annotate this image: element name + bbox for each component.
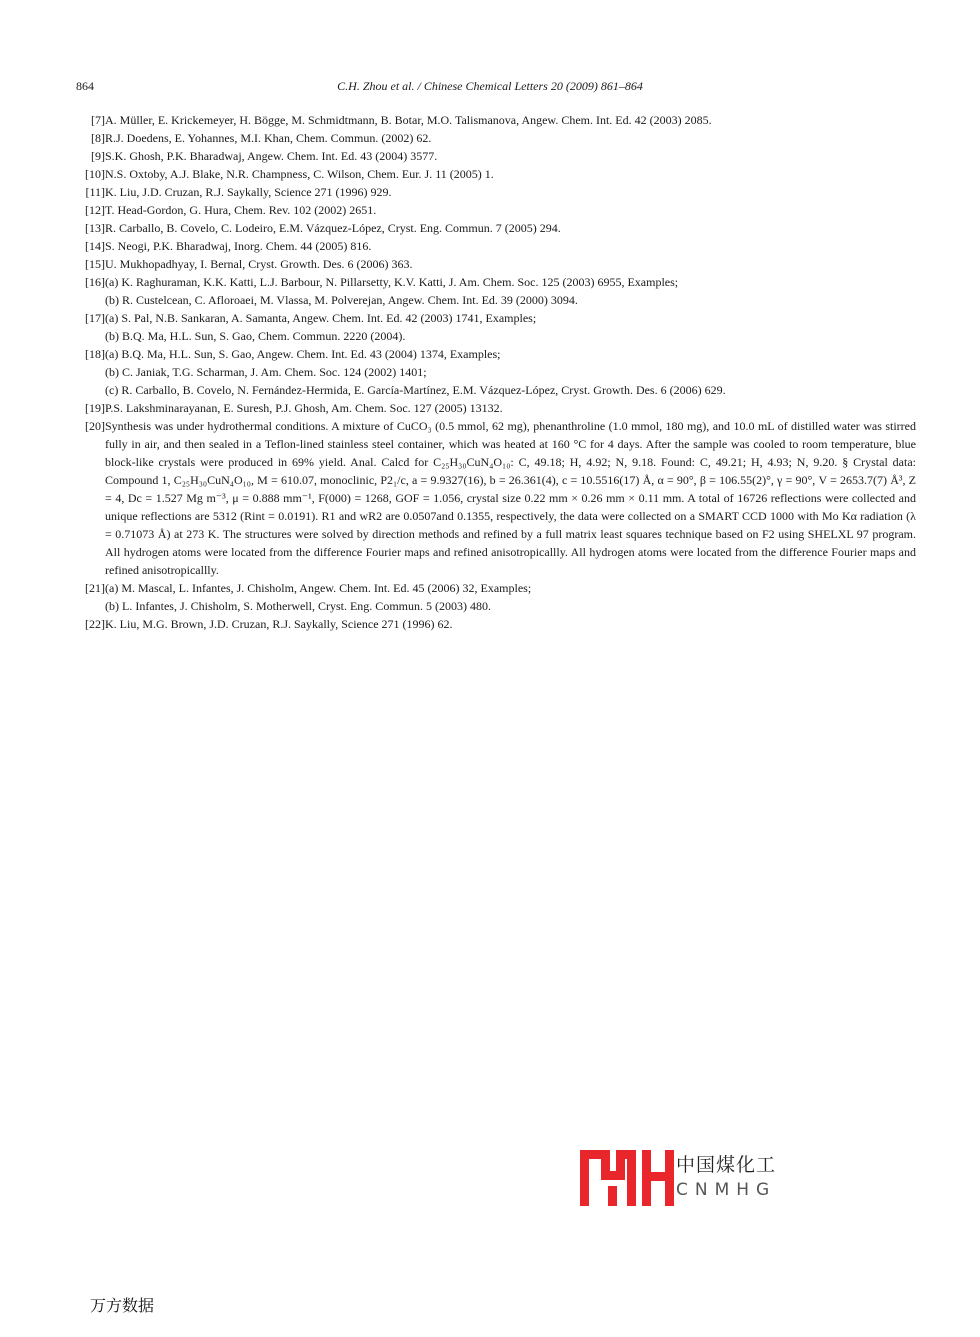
reference-subitem: (a) M. Mascal, L. Infantes, J. Chisholm, Angew. Chem. Int. Ed. 45 (2006) 32, Examples;	[105, 581, 532, 595]
reference-number: [13]	[85, 221, 105, 235]
reference-item	[74, 183, 916, 201]
running-title: C.H. Zhou et al. / Chinese Chemical Letters 20 (2009) 861–864	[337, 79, 643, 93]
reference-text	[105, 579, 916, 615]
reference-item	[74, 129, 916, 147]
reference-number: [17]	[85, 311, 105, 325]
reference-item	[74, 417, 916, 579]
reference-text	[105, 309, 916, 345]
reference-item	[74, 255, 916, 273]
reference-item	[74, 201, 916, 219]
reference-text: R. Carballo, B. Covelo, C. Lodeiro, E.M. Vázquez-López, Cryst. Eng. Commun. 7 (2005) 294.	[105, 221, 561, 235]
reference-subitem: (b) C. Janiak, T.G. Scharman, J. Am. Chem. Soc. 124 (2002) 1401;	[105, 365, 427, 379]
reference-text: A. Müller, E. Krickemeyer, H. Bögge, M. Schmidtmann, B. Botar, M.O. Talismanova, Angew. Chem. Int. Ed. 42 (2003) 2085.	[105, 113, 712, 127]
reference-subitem: (a) B.Q. Ma, H.L. Sun, S. Gao, Angew. Chem. Int. Ed. 43 (2004) 1374, Examples;	[105, 347, 501, 361]
reference-text: K. Liu, J.D. Cruzan, R.J. Saykally, Science 271 (1996) 929.	[105, 185, 392, 199]
reference-item	[74, 165, 916, 183]
watermark-text: 万方数据	[90, 1296, 155, 1315]
reference-item	[74, 237, 916, 255]
reference-number: [12]	[85, 203, 105, 217]
reference-subitem: (a) S. Pal, N.B. Sankaran, A. Samanta, Angew. Chem. Int. Ed. 42 (2003) 1741, Examples;	[105, 311, 537, 325]
reference-number: [10]	[85, 167, 105, 181]
reference-number: [22]	[85, 617, 105, 631]
reference-subitem: (b) B.Q. Ma, H.L. Sun, S. Gao, Chem. Commun. 2220 (2004).	[105, 329, 406, 343]
reference-item	[74, 399, 916, 417]
reference-number: [15]	[85, 257, 105, 271]
reference-subitem: (b) L. Infantes, J. Chisholm, S. Motherwell, Cryst. Eng. Commun. 5 (2003) 480.	[105, 599, 491, 613]
reference-text: R.J. Doedens, E. Yohannes, M.I. Khan, Chem. Commun. (2002) 62.	[105, 131, 432, 145]
reference-number: [18]	[85, 347, 105, 361]
reference-subitem: (c) R. Carballo, B. Covelo, N. Fernández-Hermida, E. García-Martínez, E.M. Vázquez-López, Cryst. Growth. Des. 6 (2006) 629.	[105, 383, 726, 397]
reference-subitem: (a) K. Raghuraman, K.K. Katti, L.J. Barbour, N. Pillarsetty, K.V. Katti, J. Am. Chem. Soc. 125 (2003) 6955, Examples;	[105, 275, 679, 289]
reference-text: P.S. Lakshminarayanan, E. Suresh, P.J. Ghosh, Am. Chem. Soc. 127 (2005) 13132.	[105, 401, 503, 415]
reference-text: U. Mukhopadhyay, I. Bernal, Cryst. Growth. Des. 6 (2006) 363.	[105, 257, 413, 271]
reference-text: K. Liu, M.G. Brown, J.D. Cruzan, R.J. Saykally, Science 271 (1996) 62.	[105, 617, 453, 631]
reference-number: [7]	[91, 113, 105, 127]
reference-number: [16]	[85, 275, 105, 289]
reference-item	[74, 219, 916, 237]
reference-number: [19]	[85, 401, 105, 415]
reference-item	[74, 615, 916, 633]
reference-subitem: (b) R. Custelcean, C. Afloroaei, M. Vlassa, M. Polverejan, Angew. Chem. Int. Ed. 39 (2000) 3094.	[105, 293, 578, 307]
reference-number: [21]	[85, 581, 105, 595]
reference-item	[74, 147, 916, 165]
reference-item	[74, 345, 916, 399]
reference-item	[74, 309, 916, 345]
reference-item	[74, 111, 916, 129]
reference-text	[105, 345, 916, 399]
reference-text: T. Head-Gordon, G. Hura, Chem. Rev. 102 (2002) 2651.	[105, 203, 377, 217]
reference-item	[74, 273, 916, 309]
reference-text	[105, 273, 916, 309]
reference-item	[74, 579, 916, 615]
reference-list	[74, 111, 916, 633]
reference-text: N.S. Oxtoby, A.J. Blake, N.R. Champness, C. Wilson, Chem. Eur. J. 11 (2005) 1.	[105, 167, 494, 181]
reference-number: [14]	[85, 239, 105, 253]
page-number: 864	[76, 79, 94, 93]
reference-number: [11]	[85, 185, 105, 199]
reference-number: [8]	[91, 131, 105, 145]
reference-text: Synthesis was under hydrothermal conditions. A mixture of CuCO₃ (0.5 mmol, 62 mg), phenanthroline (1.0 mmol, 180 mg), and 10.0 mL of distilled water was stirred fully in air, and then sealed in a Teflon-lined stainless steel container, which was heated at 160 °C for 4 days. After the sample was cooled to room temperature, blue block-like crystals were produced in 69% yield. Anal. Calcd for C₂₅H₃₀CuN₄O₁₀: C, 49.18; H, 4.92; N, 9.18. Found: C, 49.21; H, 4.93; N, 9.20. § Crystal data: Compound 1, C₂₅H₃₀CuN₄O₁₀, M = 610.07, monoclinic, P2₁/c, a = 9.9327(16), b = 26.361(4), c = 10.5516(17) Å, α = 90°, β = 106.55(2)°, γ = 90°, V = 2653.7(7) Å³, Z = 4, Dc = 1.527 Mg m⁻³, μ = 0.888 mm⁻¹, F(000) = 1268, GOF = 1.056, crystal size 0.22 mm × 0.26 mm × 0.11 mm. A total of 16726 reflections were collected and unique reflections are 5312 (Rint = 0.0191). R1 and wR2 are 0.0507and 0.1355, respectively, the data were collected on a SMART CCD 1000 with Mo Kα radiation (λ = 0.71073 Å) at 273 K. The structures were solved by direction methods and refined by a full matrix least squares technique based on F2 using SHELXL 97 program. All hydrogen atoms were located from the difference Fourier maps and refined anisotropicallly. All hydrogen atoms were located from the difference Fourier maps and refined anisotropicallly.	[105, 419, 916, 577]
logo-english-text: CNMHG	[676, 1180, 777, 1200]
reference-text: S.K. Ghosh, P.K. Bharadwaj, Angew. Chem. Int. Ed. 43 (2004) 3577.	[105, 149, 438, 163]
logo-chinese-text: 中国煤化工	[676, 1154, 777, 1176]
reference-text: S. Neogi, P.K. Bharadwaj, Inorg. Chem. 44 (2005) 816.	[105, 239, 372, 253]
reference-number: [20]	[85, 419, 105, 433]
reference-number: [9]	[91, 149, 105, 163]
